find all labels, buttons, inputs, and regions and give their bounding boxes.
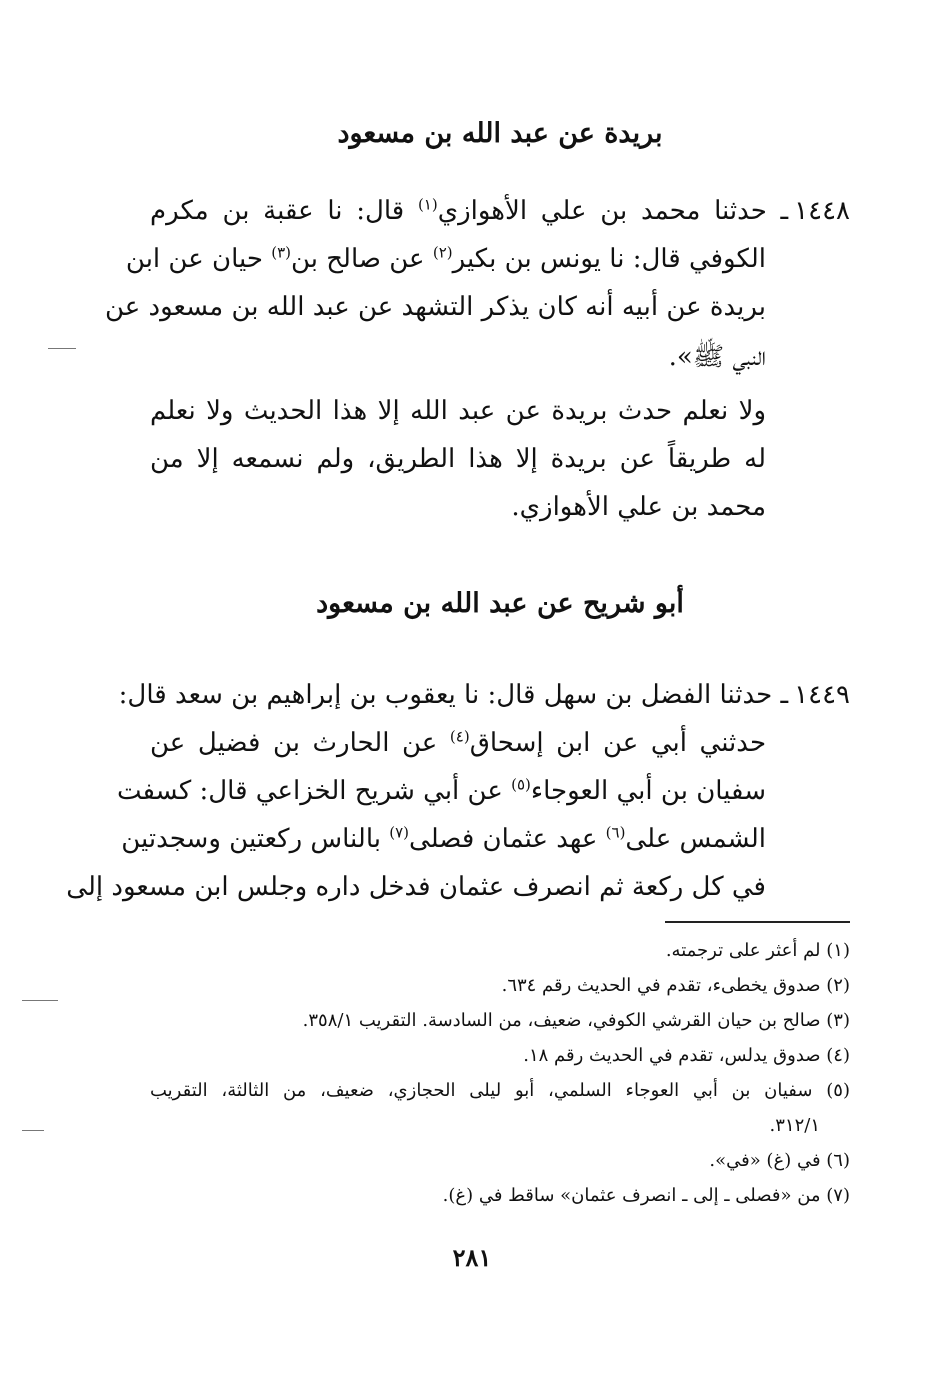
section-heading: أبو شريح عن عبد الله بن مسعود (316, 588, 684, 619)
footnote: (٢) صدوق يخطىء، تقدم في الحديث رقم ٦٣٤. (501, 975, 850, 996)
footnote: (٥) سفيان بن أبي العوجاء السلمي، أبو ليلى الحجازي، ضعيف، من الثالثة، التقريب (150, 1080, 850, 1101)
section-heading: بريدة عن عبد الله بن مسعود (337, 118, 663, 149)
hadith-line: ١٤٤٨ـ حدثنا محمد بن علي الأهوازي$^{(١)}$ قال: نا عقبة بن مكرم (150, 195, 851, 226)
hadith-line: بريدة عن أبيه أنه كان يذكر التشهد عن عبد الله بن مسعود عن (104, 292, 766, 322)
scan-mark (22, 1130, 44, 1131)
footnote-divider (665, 921, 850, 923)
footnote-continuation: ٣١٢/١. (769, 1115, 820, 1136)
scan-mark (22, 1000, 58, 1001)
hadith-line: الكوفي قال: نا يونس بن بكير$^{(٢)}$ عن صالح بن$^{(٣)}$ حيان عن ابن (125, 243, 766, 274)
hadith-number: ١٤٤٨ (794, 196, 851, 226)
hadith-line: الشمس على$^{(٦)}$ عهد عثمان فصلى$^{(٧)}$ بالناس ركعتين وسجدتين (121, 823, 766, 854)
hadith-line: في كل ركعة ثم انصرف عثمان فدخل داره وجلس ابن مسعود إلى (66, 872, 766, 902)
hadith-line: سفيان بن أبي العوجاء$^{(٥)}$ عن أبي شريح الخزاعي قال: كسفت (117, 775, 766, 806)
footnote-marker: (٧) (389, 823, 410, 842)
footnote: (٦) في (غ) «في». (709, 1150, 850, 1171)
scan-mark (48, 348, 76, 349)
footnote-marker: (٣) (271, 243, 291, 262)
hadith-line: النبي ﷺ». (668, 342, 766, 372)
commentary-line: محمد بن علي الأهوازي. (511, 492, 766, 522)
commentary-line: ولا نعلم حدث بريدة عن عبد الله إلا هذا الحديث ولا نعلم (150, 396, 766, 426)
footnote-marker: (١) (417, 195, 438, 214)
hadith-line: ١٤٤٩ـ حدثنا الفضل بن سهل قال: نا يعقوب بن إبراهيم بن سعد قال: (118, 680, 850, 710)
page-number: ٢٨١ (452, 1243, 492, 1272)
footnote: (٧) من «فصلى ـ إلى ـ انصرف عثمان» ساقط في (غ). (442, 1185, 850, 1206)
footnote-marker: (٢) (432, 243, 453, 262)
footnote-marker: (٤) (449, 727, 470, 746)
footnote-marker: (٥) (511, 775, 531, 794)
footnote: (٤) صدوق يدلس، تقدم في الحديث رقم ١٨. (523, 1045, 850, 1066)
hadith-number: ١٤٤٩ (794, 680, 850, 710)
commentary-line: له طريقاً عن بريدة إلا هذا الطريق، ولم نسمعه إلا من (150, 444, 766, 474)
footnote: (١) لم أعثر على ترجمته. (665, 940, 850, 961)
hadith-line: حدثني أبي عن ابن إسحاق$^{(٤)}$ عن الحارث بن فضيل عن (150, 727, 767, 758)
footnote-marker: (٦) (605, 823, 626, 842)
footnote: (٣) صالح بن حيان القرشي الكوفي، ضعيف، من السادسة. التقريب ٣٥٨/١. (302, 1010, 850, 1031)
